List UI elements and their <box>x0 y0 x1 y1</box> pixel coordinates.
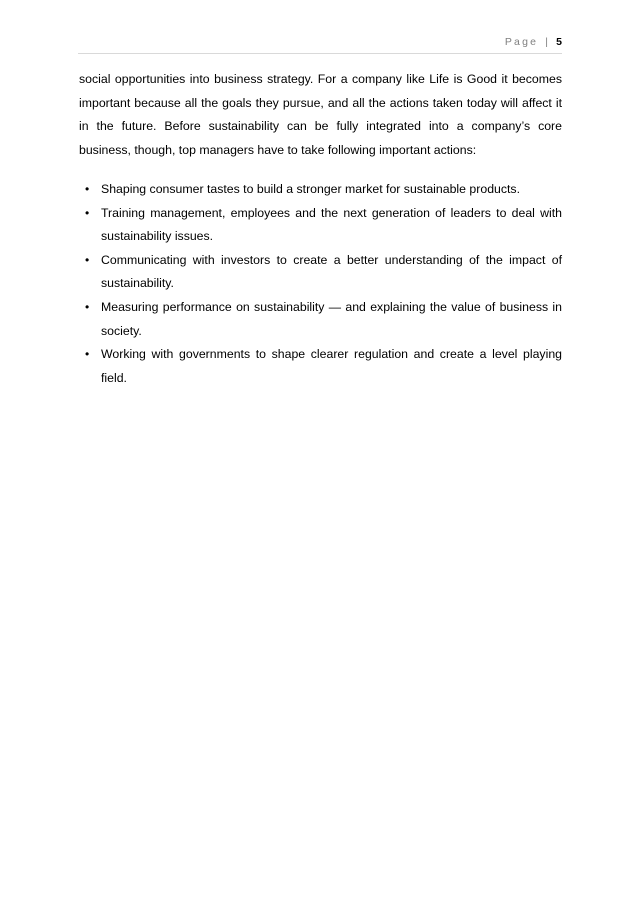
bullet-icon: • <box>85 252 90 267</box>
bullet-icon: • <box>85 182 90 196</box>
list-item-text: Training management, employees and the next generation of leaders to deal with sustainability issues. <box>101 205 562 244</box>
list-item <box>79 202 562 249</box>
page-label: Page <box>504 36 539 48</box>
list-item <box>79 343 562 390</box>
list-item-text: Communicating with investors to create a better understanding of the impact of sustainability. <box>101 252 562 291</box>
page-header <box>78 36 562 54</box>
page-separator: | <box>545 36 549 48</box>
list-item-text: Measuring performance on sustainability — and explaining the value of business in society. <box>101 299 562 338</box>
list-item <box>79 178 562 202</box>
action-list <box>79 178 562 390</box>
list-item <box>79 249 562 296</box>
list-item-text: Shaping consumer tastes to build a stronger market for sustainable products. <box>101 182 521 196</box>
bullet-icon: • <box>85 205 90 220</box>
page-number: 5 <box>556 36 562 48</box>
bullet-icon: • <box>85 299 90 314</box>
body-paragraph: social opportunities into business strategy. For a company like Life is Good it becomes important because all the goals they pursue, and all the actions taken today will affect it in the future. Before sustainability can be fully integrated into a company’s core business, though, top managers have to take following important actions: <box>79 72 562 157</box>
list-item <box>79 296 562 343</box>
bullet-icon: • <box>85 347 90 362</box>
list-item-text: Working with governments to shape clearer regulation and create a level playing field. <box>101 347 562 385</box>
